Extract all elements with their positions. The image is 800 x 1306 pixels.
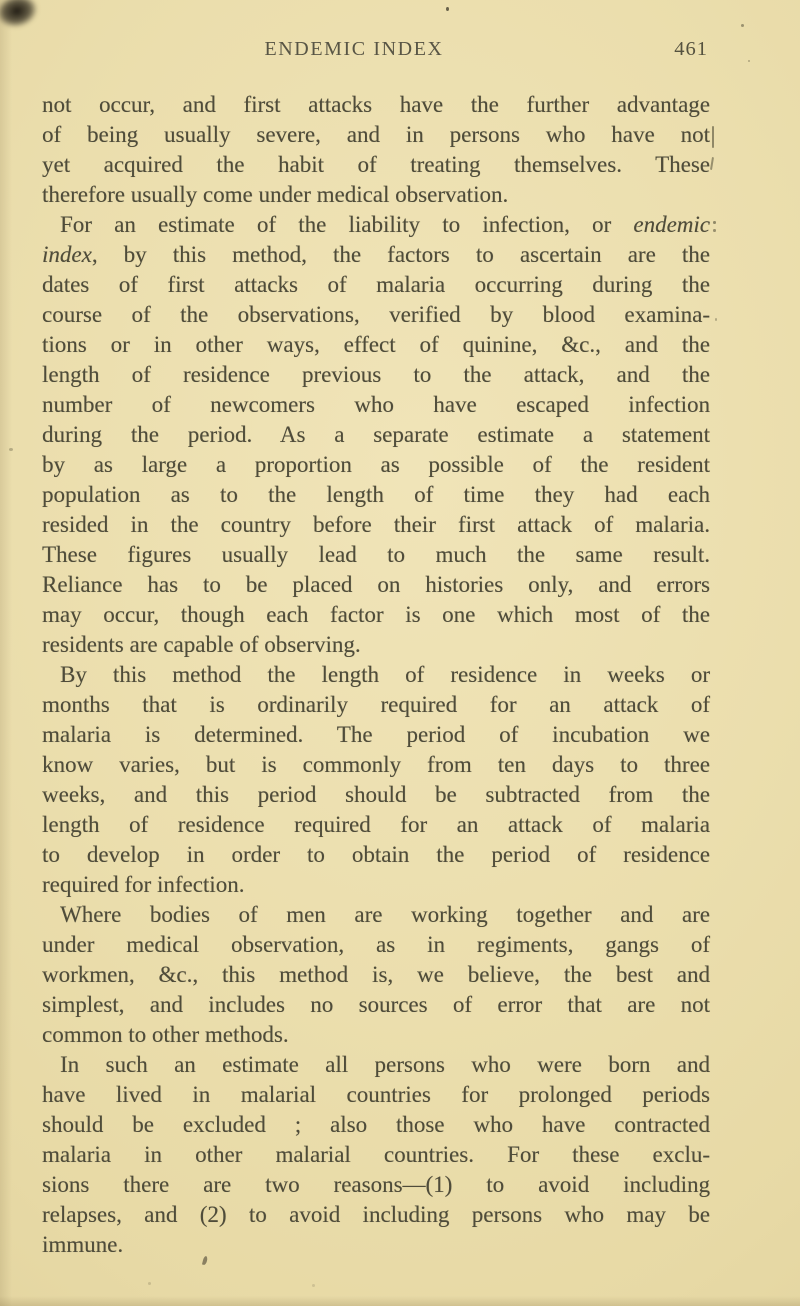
text-line <box>42 540 710 570</box>
text-segment: course of the observations, verified by blood examina- <box>42 302 710 327</box>
page-edge-shadow-bottom <box>0 1296 800 1306</box>
text-segment: malaria is determined. The period of incubation we <box>42 722 710 747</box>
page-number: 461 <box>674 38 708 60</box>
text-segment: Where bodies of men are working together and are <box>60 902 710 927</box>
text-line <box>42 1200 710 1230</box>
text-line <box>42 870 710 900</box>
text-segment: common to other methods. <box>42 1022 289 1047</box>
text-line <box>42 90 710 120</box>
text-segment: know varies, but is commonly from ten days to three <box>42 752 710 777</box>
text-segment: immune. <box>42 1232 124 1257</box>
text-line <box>42 150 710 180</box>
text-segment: of being usually severe, and in persons who have not <box>42 122 710 147</box>
text-line <box>42 570 710 600</box>
text-line <box>42 810 710 840</box>
text-segment: months that is ordinarily required for an attack of <box>42 692 710 717</box>
text-segment: sions there are two reasons—(1) to avoid including <box>42 1172 710 1197</box>
text-line <box>42 630 710 660</box>
text-segment: workmen, &c., this method is, we believe, the best and <box>42 962 710 987</box>
text-line <box>42 600 710 630</box>
text-line <box>42 270 710 300</box>
text-segment: weeks, and this period should be subtracted from the <box>42 782 710 807</box>
scan-speck <box>741 24 744 27</box>
text-segment: relapses, and (2) to avoid including persons who may be <box>42 1202 710 1227</box>
text-segment: resided in the country before their first attack of malaria. <box>42 512 710 537</box>
text-segment: residents are capable of observing. <box>42 632 361 657</box>
text-line <box>42 360 710 390</box>
scan-corner-mark <box>0 0 48 38</box>
italic-text: index <box>42 242 92 267</box>
text-line <box>42 450 710 480</box>
text-segment: should be excluded ; also those who have contracted <box>42 1112 710 1137</box>
text-line <box>42 420 710 450</box>
text-line <box>42 1020 710 1050</box>
text-line <box>42 1230 710 1260</box>
text-line <box>42 720 710 750</box>
page-body <box>42 90 710 1260</box>
text-line <box>42 1080 710 1110</box>
text-segment: These figures usually lead to much the same result. <box>42 542 710 567</box>
text-line <box>42 120 710 150</box>
text-segment: may occur, though each factor is one which most of the <box>42 602 710 627</box>
text-line <box>42 780 710 810</box>
text-line <box>42 1170 710 1200</box>
scan-scratch <box>712 126 714 148</box>
text-segment: dates of first attacks of malaria occurring during the <box>42 272 710 297</box>
text-segment: by as large a proportion as possible of the resident <box>42 452 710 477</box>
text-segment: under medical observation, as in regiments, gangs of <box>42 932 710 957</box>
text-segment: For an estimate of the liability to infection, or <box>60 212 634 237</box>
text-line <box>42 180 710 210</box>
text-line <box>42 210 710 240</box>
text-segment: population as to the length of time they had each <box>42 482 710 507</box>
scan-speck <box>312 1284 315 1287</box>
text-segment: length of residence previous to the attack, and the <box>42 362 710 387</box>
page-edge-shadow-left <box>0 0 12 1306</box>
scan-speck <box>446 7 449 11</box>
text-line <box>42 900 710 930</box>
text-segment: yet acquired the habit of treating themselves. These <box>42 152 710 177</box>
scan-speck <box>9 448 13 451</box>
text-segment: required for infection. <box>42 872 245 897</box>
scan-speck <box>748 60 750 62</box>
text-line <box>42 330 710 360</box>
text-line <box>42 960 710 990</box>
scan-scratch <box>710 157 714 170</box>
text-line <box>42 510 710 540</box>
text-line <box>42 480 710 510</box>
text-line <box>42 1110 710 1140</box>
text-line <box>42 660 710 690</box>
text-segment: length of residence required for an attack of malaria <box>42 812 710 837</box>
text-segment: simplest, and includes no sources of error that are not <box>42 992 710 1017</box>
text-line <box>42 300 710 330</box>
text-line <box>42 750 710 780</box>
text-segment: , by this method, the factors to ascertain are the <box>91 242 710 267</box>
text-line <box>42 690 710 720</box>
scan-speck <box>148 1282 151 1285</box>
text-segment: number of newcomers who have escaped infection <box>42 392 710 417</box>
text-segment: tions or in other ways, effect of quinine, &c., and the <box>42 332 710 357</box>
text-segment: In such an estimate all persons who were born and <box>60 1052 710 1077</box>
text-line <box>42 840 710 870</box>
running-title: ENDEMIC INDEX <box>264 38 444 60</box>
text-segment: malaria in other malarial countries. For these exclu- <box>42 1142 710 1167</box>
text-line <box>42 1140 710 1170</box>
text-line <box>42 930 710 960</box>
text-line <box>42 240 710 270</box>
text-segment: to develop in order to obtain the period of residence <box>42 842 710 867</box>
text-segment: not occur, and first attacks have the further advantage <box>42 92 710 117</box>
scan-speck <box>715 318 717 321</box>
text-line <box>42 990 710 1020</box>
scan-scratch <box>713 221 716 224</box>
text-line <box>42 1050 710 1080</box>
text-line <box>42 390 710 420</box>
text-segment: during the period. As a separate estimate a statement <box>42 422 710 447</box>
text-segment: have lived in malarial countries for prolonged periods <box>42 1082 710 1107</box>
text-segment: Reliance has to be placed on histories only, and errors <box>42 572 710 597</box>
italic-text: endemic <box>633 212 710 237</box>
text-segment: By this method the length of residence in weeks or <box>60 662 710 687</box>
scan-ink-mark <box>202 1256 208 1266</box>
text-segment: therefore usually come under medical observation. <box>42 182 509 207</box>
